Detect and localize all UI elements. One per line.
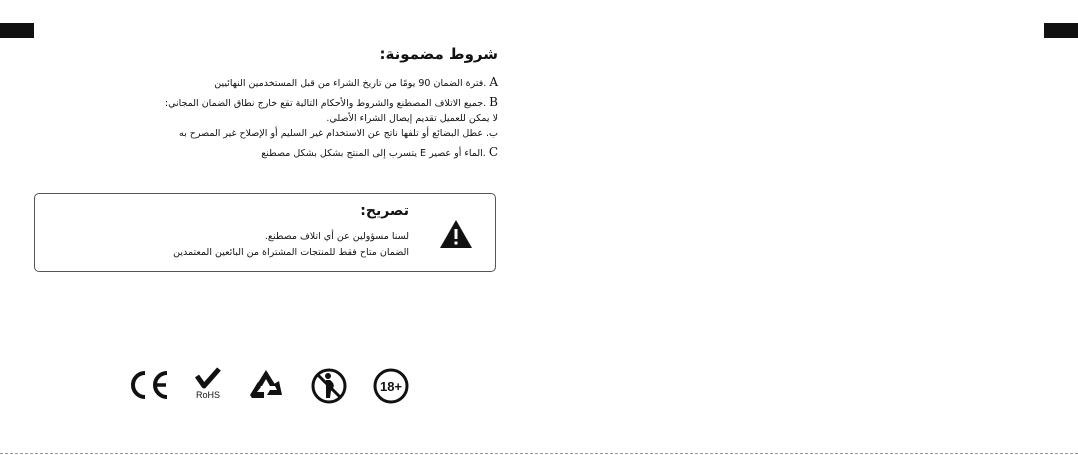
term-b-line-3: ب. عطل البضائع أو تلفها ناتج عن الاستخدام غير السليم أو الإصلاح غير المصرح به xyxy=(179,128,498,139)
warranty-terms xyxy=(150,45,498,165)
ce-mark-icon xyxy=(124,367,170,403)
term-b-line-1: .جميع الاتلاف المصطنع والشروط والأحكام التالية تقع خارج نطاق الضمان المجاني: xyxy=(164,98,487,109)
term-b xyxy=(150,95,498,141)
recycle-icon xyxy=(246,367,286,403)
age-18-plus-icon xyxy=(372,367,410,405)
disclaimer-line-2: الضمان متاح فقط للمنتجات المشتراة من البائعين المعتمدين xyxy=(173,247,409,258)
warning-triangle-icon xyxy=(439,219,473,249)
term-c-marker: C xyxy=(488,145,498,159)
no-pregnant-icon xyxy=(310,367,348,405)
term-a-text: .فترة الضمان 90 يومًا من تاريخ الشراء من قبل المستخدمين النهائيين xyxy=(214,78,487,89)
term-c xyxy=(150,145,498,161)
corner-tab-left xyxy=(0,23,34,38)
bottom-rule xyxy=(0,453,1078,454)
term-a-marker: A xyxy=(489,75,498,89)
page-title: شروط مضمونة: xyxy=(379,45,498,63)
term-a xyxy=(150,75,498,91)
term-b-marker: B xyxy=(489,95,498,109)
rohs-icon xyxy=(192,367,224,399)
certification-icons xyxy=(124,367,414,405)
corner-tab-right xyxy=(1044,23,1078,38)
term-c-text: .الماء أو عصير E يتسرب إلى المنتج بشكل بشكل مصطنع xyxy=(261,148,486,159)
disclaimer-line-1: لسنا مسؤولين عن أي اتلاف مصطنع. xyxy=(264,231,409,242)
age-label: 18+ xyxy=(379,379,403,394)
disclaimer-box xyxy=(34,193,496,272)
term-b-line-2: لا يمكن للعميل تقديم إيصال الشراء الأصلي. xyxy=(326,113,498,124)
disclaimer-heading: تصريح: xyxy=(360,203,409,219)
rohs-label: RoHS xyxy=(195,390,221,399)
